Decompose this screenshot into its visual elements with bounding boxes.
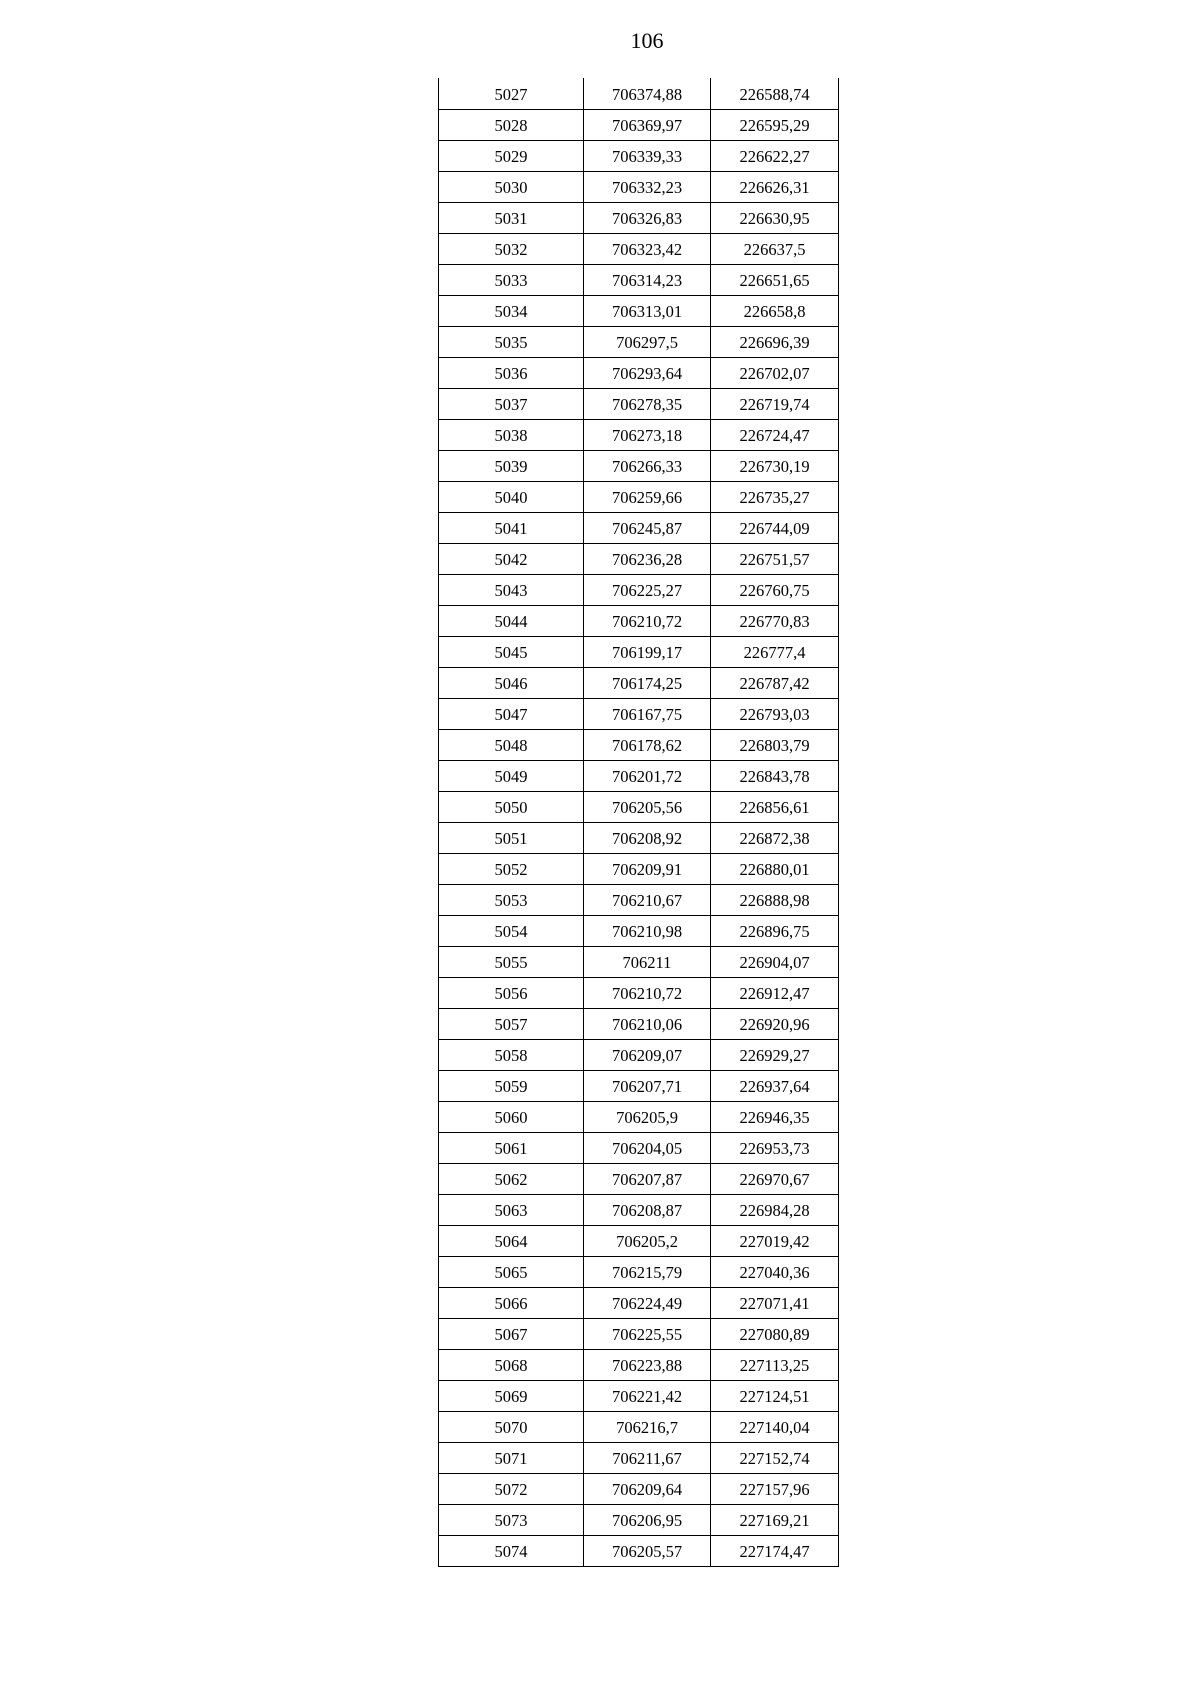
x-coordinate-cell: 706167,75 [584,698,711,729]
table-row [439,1411,839,1442]
y-coordinate-cell: 226637,5 [711,233,839,264]
x-coordinate-cell: 706259,66 [584,481,711,512]
point-id-cell: 5051 [439,822,584,853]
table-row [439,1132,839,1163]
x-coordinate-cell: 706225,27 [584,574,711,605]
x-coordinate-cell: 706201,72 [584,760,711,791]
x-coordinate-cell: 706369,97 [584,109,711,140]
point-id-cell: 5059 [439,1070,584,1101]
table-row [439,78,839,109]
table-row [439,1163,839,1194]
table-row [439,1349,839,1380]
table-row [439,915,839,946]
table-row [439,574,839,605]
table-row [439,450,839,481]
y-coordinate-cell: 227152,74 [711,1442,839,1473]
x-coordinate-cell: 706278,35 [584,388,711,419]
x-coordinate-cell: 706210,72 [584,977,711,1008]
y-coordinate-cell: 226970,67 [711,1163,839,1194]
x-coordinate-cell: 706273,18 [584,419,711,450]
table-row [439,791,839,822]
x-coordinate-cell: 706326,83 [584,202,711,233]
x-coordinate-cell: 706210,72 [584,605,711,636]
x-coordinate-cell: 706205,57 [584,1535,711,1566]
x-coordinate-cell: 706223,88 [584,1349,711,1380]
table-row [439,822,839,853]
point-id-cell: 5068 [439,1349,584,1380]
y-coordinate-cell: 226744,09 [711,512,839,543]
point-id-cell: 5031 [439,202,584,233]
y-coordinate-cell: 226793,03 [711,698,839,729]
point-id-cell: 5056 [439,977,584,1008]
x-coordinate-cell: 706221,42 [584,1380,711,1411]
table-row [439,853,839,884]
x-coordinate-cell: 706374,88 [584,78,711,109]
y-coordinate-cell: 226651,65 [711,264,839,295]
y-coordinate-cell: 226984,28 [711,1194,839,1225]
x-coordinate-cell: 706206,95 [584,1504,711,1535]
x-coordinate-cell: 706313,01 [584,295,711,326]
table-row [439,1287,839,1318]
table-row [439,233,839,264]
y-coordinate-cell: 226630,95 [711,202,839,233]
y-coordinate-cell: 226920,96 [711,1008,839,1039]
table-row [439,481,839,512]
table-row [439,1442,839,1473]
table-row [439,977,839,1008]
x-coordinate-cell: 706211 [584,946,711,977]
point-id-cell: 5045 [439,636,584,667]
table-row [439,946,839,977]
table-row [439,1504,839,1535]
point-id-cell: 5064 [439,1225,584,1256]
x-coordinate-cell: 706245,87 [584,512,711,543]
table-row [439,1380,839,1411]
point-id-cell: 5046 [439,667,584,698]
x-coordinate-cell: 706215,79 [584,1256,711,1287]
table-row [439,543,839,574]
table-row [439,171,839,202]
y-coordinate-cell: 226760,75 [711,574,839,605]
y-coordinate-cell: 226803,79 [711,729,839,760]
table-row [439,1535,839,1566]
y-coordinate-cell: 226929,27 [711,1039,839,1070]
point-id-cell: 5074 [439,1535,584,1566]
point-id-cell: 5029 [439,140,584,171]
point-id-cell: 5054 [439,915,584,946]
table-row [439,1039,839,1070]
point-id-cell: 5066 [439,1287,584,1318]
point-id-cell: 5040 [439,481,584,512]
y-coordinate-cell: 227071,41 [711,1287,839,1318]
y-coordinate-cell: 227040,36 [711,1256,839,1287]
y-coordinate-cell: 226770,83 [711,605,839,636]
point-id-cell: 5073 [439,1504,584,1535]
y-coordinate-cell: 226595,29 [711,109,839,140]
table-row [439,202,839,233]
y-coordinate-cell: 226787,42 [711,667,839,698]
table-row [439,419,839,450]
point-id-cell: 5048 [439,729,584,760]
point-id-cell: 5062 [439,1163,584,1194]
y-coordinate-cell: 226751,57 [711,543,839,574]
table-row [439,636,839,667]
y-coordinate-cell: 226658,8 [711,295,839,326]
y-coordinate-cell: 226880,01 [711,853,839,884]
x-coordinate-cell: 706204,05 [584,1132,711,1163]
x-coordinate-cell: 706225,55 [584,1318,711,1349]
x-coordinate-cell: 706205,9 [584,1101,711,1132]
x-coordinate-cell: 706174,25 [584,667,711,698]
table-row [439,109,839,140]
table-row [439,698,839,729]
x-coordinate-cell: 706209,91 [584,853,711,884]
point-id-cell: 5063 [439,1194,584,1225]
table-row [439,1070,839,1101]
point-id-cell: 5043 [439,574,584,605]
y-coordinate-cell: 226735,27 [711,481,839,512]
page-number: 106 [630,28,664,53]
point-id-cell: 5049 [439,760,584,791]
y-coordinate-cell: 226777,4 [711,636,839,667]
point-id-cell: 5038 [439,419,584,450]
y-coordinate-cell: 226702,07 [711,357,839,388]
y-coordinate-cell: 227080,89 [711,1318,839,1349]
table-row [439,1256,839,1287]
x-coordinate-cell: 706205,56 [584,791,711,822]
point-id-cell: 5050 [439,791,584,822]
x-coordinate-cell: 706211,67 [584,1442,711,1473]
y-coordinate-cell: 227019,42 [711,1225,839,1256]
y-coordinate-cell: 226912,47 [711,977,839,1008]
x-coordinate-cell: 706210,67 [584,884,711,915]
point-id-cell: 5058 [439,1039,584,1070]
point-id-cell: 5039 [439,450,584,481]
y-coordinate-cell: 227174,47 [711,1535,839,1566]
y-coordinate-cell: 226843,78 [711,760,839,791]
x-coordinate-cell: 706199,17 [584,636,711,667]
point-id-cell: 5057 [439,1008,584,1039]
point-id-cell: 5055 [439,946,584,977]
y-coordinate-cell: 226946,35 [711,1101,839,1132]
y-coordinate-cell: 227113,25 [711,1349,839,1380]
point-id-cell: 5033 [439,264,584,295]
table-row [439,1101,839,1132]
table-row [439,1008,839,1039]
table-row [439,357,839,388]
y-coordinate-cell: 226937,64 [711,1070,839,1101]
y-coordinate-cell: 227140,04 [711,1411,839,1442]
point-id-cell: 5035 [439,326,584,357]
point-id-cell: 5072 [439,1473,584,1504]
y-coordinate-cell: 226888,98 [711,884,839,915]
table-row [439,388,839,419]
x-coordinate-cell: 706236,28 [584,543,711,574]
x-coordinate-cell: 706209,64 [584,1473,711,1504]
point-id-cell: 5028 [439,109,584,140]
table-row [439,884,839,915]
point-id-cell: 5069 [439,1380,584,1411]
y-coordinate-cell: 226724,47 [711,419,839,450]
x-coordinate-cell: 706297,5 [584,326,711,357]
y-coordinate-cell: 227157,96 [711,1473,839,1504]
table-row [439,512,839,543]
y-coordinate-cell: 226856,61 [711,791,839,822]
table-body [439,78,839,1566]
point-id-cell: 5032 [439,233,584,264]
table-row [439,264,839,295]
table-row [439,1194,839,1225]
point-id-cell: 5071 [439,1442,584,1473]
x-coordinate-cell: 706323,42 [584,233,711,264]
x-coordinate-cell: 706210,98 [584,915,711,946]
point-id-cell: 5060 [439,1101,584,1132]
point-id-cell: 5027 [439,78,584,109]
point-id-cell: 5044 [439,605,584,636]
x-coordinate-cell: 706207,87 [584,1163,711,1194]
point-id-cell: 5053 [439,884,584,915]
x-coordinate-cell: 706178,62 [584,729,711,760]
x-coordinate-cell: 706207,71 [584,1070,711,1101]
y-coordinate-cell: 226622,27 [711,140,839,171]
table-row [439,140,839,171]
point-id-cell: 5067 [439,1318,584,1349]
point-id-cell: 5061 [439,1132,584,1163]
x-coordinate-cell: 706332,23 [584,171,711,202]
point-id-cell: 5036 [439,357,584,388]
x-coordinate-cell: 706216,7 [584,1411,711,1442]
y-coordinate-cell: 227124,51 [711,1380,839,1411]
y-coordinate-cell: 226872,38 [711,822,839,853]
point-id-cell: 5052 [439,853,584,884]
point-id-cell: 5065 [439,1256,584,1287]
x-coordinate-cell: 706314,23 [584,264,711,295]
y-coordinate-cell: 226896,75 [711,915,839,946]
point-id-cell: 5042 [439,543,584,574]
table-row [439,760,839,791]
x-coordinate-cell: 706208,87 [584,1194,711,1225]
table-row [439,1318,839,1349]
y-coordinate-cell: 226588,74 [711,78,839,109]
y-coordinate-cell: 226626,31 [711,171,839,202]
x-coordinate-cell: 706266,33 [584,450,711,481]
coordinates-table [438,78,839,1567]
x-coordinate-cell: 706209,07 [584,1039,711,1070]
table-row [439,295,839,326]
x-coordinate-cell: 706205,2 [584,1225,711,1256]
y-coordinate-cell: 226730,19 [711,450,839,481]
point-id-cell: 5030 [439,171,584,202]
point-id-cell: 5047 [439,698,584,729]
point-id-cell: 5034 [439,295,584,326]
y-coordinate-cell: 226696,39 [711,326,839,357]
point-id-cell: 5037 [439,388,584,419]
table-row [439,729,839,760]
y-coordinate-cell: 226719,74 [711,388,839,419]
x-coordinate-cell: 706210,06 [584,1008,711,1039]
table-row [439,1225,839,1256]
point-id-cell: 5041 [439,512,584,543]
x-coordinate-cell: 706208,92 [584,822,711,853]
table-row [439,326,839,357]
table-row [439,1473,839,1504]
x-coordinate-cell: 706339,33 [584,140,711,171]
y-coordinate-cell: 226904,07 [711,946,839,977]
y-coordinate-cell: 227169,21 [711,1504,839,1535]
x-coordinate-cell: 706224,49 [584,1287,711,1318]
table-row [439,667,839,698]
x-coordinate-cell: 706293,64 [584,357,711,388]
point-id-cell: 5070 [439,1411,584,1442]
y-coordinate-cell: 226953,73 [711,1132,839,1163]
table-row [439,605,839,636]
